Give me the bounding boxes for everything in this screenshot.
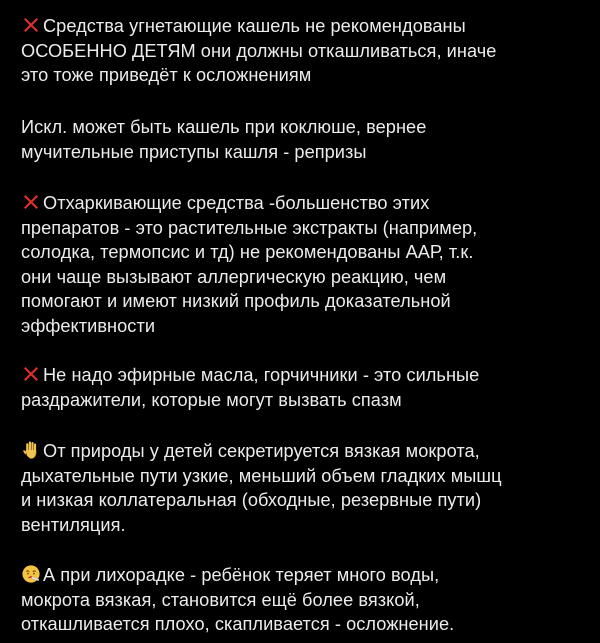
text-line: раздражители, которые могут вызвать спазм [21, 389, 402, 410]
text-line: ОСОБЕННО ДЕТЯМ они должны откашливаться, иначе [21, 40, 497, 61]
text-line: мучительные приступы кашля - репризы [21, 141, 367, 162]
paragraph-cough-suppressants [21, 14, 496, 88]
paragraph-child-airways [21, 439, 502, 537]
text-line: Искл. может быть кашель при коклюше, вернее [21, 117, 427, 137]
text-line: дыхательные пути узкие, меньший объем гладких мышц [21, 465, 502, 486]
text-line: А при лихорадке - ребёнок теряет много воды, [21, 563, 454, 588]
paragraph-fever [21, 563, 454, 637]
text-line: они чаще вызывают аллергическую реакцию, чем [21, 266, 447, 287]
text-line: откашливается плохо, скапливается - осложнение. [21, 614, 455, 635]
text-line: Отхаркивающие средства -большенство этих [21, 191, 477, 216]
text-line: и низкая коллатеральная (обходные, резервные пути) [21, 490, 482, 511]
paragraph-exception-pertussis [21, 115, 426, 164]
text-line: От природы у детей секретируется вязкая мокрота, [21, 439, 502, 464]
text-line: эффективности [21, 315, 156, 336]
red-cross-mark-icon [21, 364, 41, 384]
paragraph-expectorants [21, 191, 477, 339]
text-line: солодка, термопсис и тд) не рекомендованы ААР, т.к. [21, 242, 474, 263]
text-line: препаратов - это растительные экстракты (например, [21, 217, 478, 238]
red-cross-mark-icon [21, 15, 41, 35]
face-with-thermometer-icon [21, 564, 41, 584]
raised-hand-icon [21, 440, 41, 460]
text-line: мокрота вязкая, становится ещё более вязкой, [21, 589, 420, 610]
text-line: Средства угнетающие кашель не рекомендованы [21, 14, 496, 39]
text-line: вентиляция. [21, 514, 126, 535]
text-line: это тоже приведёт к осложнениям [21, 65, 312, 86]
paragraph-essential-oils [21, 363, 479, 412]
text-line: Не надо эфирные масла, горчичники - это сильные [21, 363, 479, 388]
red-cross-mark-icon [21, 192, 41, 212]
text-line: помогают и имеют низкий профиль доказательной [21, 291, 451, 312]
